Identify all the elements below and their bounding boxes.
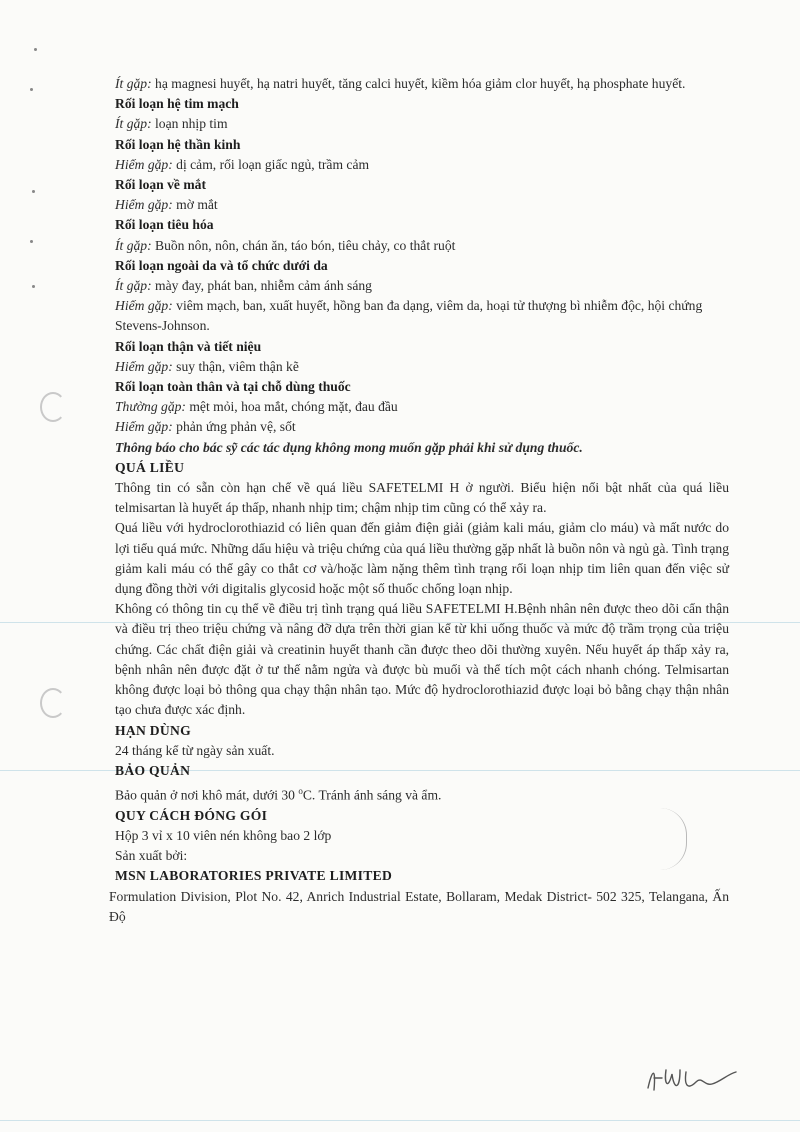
frequency-label: Hiếm gặp: [115,156,173,172]
overdose-paragraph: Không có thông tin cụ thể về điều trị tình trạng quá liều SAFETELMI H.Bệnh nhân nên được theo dõi cẩn thận và điều trị theo triệu chứng và nâng đỡ dựa trên thời gian kể từ khi uống thuốc và mức độ trầm trọng của triệu chứng. Các chất điện giải và creatinin huyết thanh cần được theo dõi thường xuyên. Nếu huyết áp thấp xảy ra, bệnh nhân nên được đặt ở tư thế nằm ngửa và được bù muối và thể tích một cách nhanh chóng. Telmisartan không được loại bỏ thông qua chạy thận nhân tạo. Mức độ hydroclorothiazid được loại bỏ bằng chạy thận nhân tạo chưa được xác định. [115,601,729,718]
frequency-line [109,276,729,296]
frequency-text: hạ magnesi huyết, hạ natri huyết, tăng calci huyết, kiềm hóa giảm clor huyết, hạ phosphate huyết. [151,76,686,91]
frequency-line [109,357,729,377]
manufacturer-name: MSN LABORATORIES PRIVATE LIMITED [115,868,393,884]
packaging-line: Hộp 3 vỉ x 10 viên nén không bao 2 lớp [115,828,332,844]
storage-heading: BẢO QUẢN [115,762,191,778]
scan-dot [32,190,35,193]
frequency-text: suy thận, viêm thận kẽ [172,358,299,374]
frequency-label: Hiếm gặp: [115,197,173,213]
frequency-label: Hiếm gặp: [115,358,173,374]
frequency-line [109,195,729,215]
frequency-line [109,417,729,437]
scan-dot [30,88,33,91]
section-heading: Rối loạn về mắt [115,177,206,193]
frequency-text: mờ mắt [172,197,218,213]
frequency-label: Thường gặp: [115,399,186,415]
report-notice: Thông báo cho bác sỹ các tác dụng không mong muốn gặp phải khi sử dụng thuốc. [115,439,583,455]
frequency-line [109,397,729,417]
shelf-life-heading: HẠN DÙNG [115,722,192,738]
frequency-text: viêm mạch, ban, xuất huyết, hồng ban đa dạng, viêm da, hoại tử thượng bì nhiễm độc, hội chứng Stevens-Johnson. [115,298,703,334]
scan-dot [32,285,35,288]
frequency-text: phản ứng phản vệ, sốt [172,419,296,435]
frequency-text: loạn nhịp tim [151,116,228,132]
frequency-line [109,155,729,175]
frequency-line [109,114,729,134]
frequency-text: dị cảm, rối loạn giấc ngủ, trầm cảm [172,156,370,172]
degree-sign: o [298,786,303,797]
manufactured-by-label: Sản xuất bởi: [115,848,188,864]
frequency-text: mày đay, phát ban, nhiễm cảm ánh sáng [151,278,372,294]
leaflet-content [109,74,729,927]
frequency-line [109,74,729,94]
side-effects-list [109,74,729,438]
frequency-text: Buồn nôn, nôn, chán ăn, táo bón, tiêu chảy, co thắt ruột [151,237,456,253]
overdose-paragraph: Quá liều với hydroclorothiazid có liên quan đến giảm điện giải (giảm kali máu, giảm clo máu) và mất nước do lợi tiểu quá mức. Những dấu hiệu và triệu chứng của quá liều thường gặp nhất là buồn nôn và ngủ gà. Tình trạng giảm kali máu có thể gây co thắt cơ và/hoặc làm nặng thêm tình trạng rối loạn nhịp tim liên quan đến việc sử dụng đồng thời với digitalis glycosid hoặc một số thuốc chống loạn nhịp. [115,520,729,597]
section-heading: Rối loạn ngoài da và tổ chức dưới da [115,257,328,273]
punch-hole [40,392,66,422]
frequency-label: Ít gặp: [115,278,152,294]
storage-text [109,781,729,806]
frequency-text: mệt mỏi, hoa mắt, chóng mặt, đau đầu [185,399,398,415]
overdose-heading: QUÁ LIỀU [115,459,185,475]
scan-dot [34,48,37,51]
storage-text-after: C. Tránh ánh sáng và ẩm. [302,787,442,803]
section-heading: Rối loạn tiêu hóa [115,217,214,233]
scan-line [0,1120,800,1121]
scan-dot [30,240,33,243]
shelf-life-text: 24 tháng kể từ ngày sản xuất. [115,742,275,758]
punch-hole [40,688,66,718]
section-heading: Rối loạn toàn thân và tại chỗ dùng thuốc [115,379,351,395]
section-heading: Rối loạn thận và tiết niệu [115,338,262,354]
frequency-line [109,296,729,336]
manufacturer-address: Formulation Division, Plot No. 42, Anrich Industrial Estate, Bollaram, Medak District- 502 325, Telangana, Ấn Độ [109,888,729,924]
handwritten-signature [640,1060,740,1100]
overdose-paragraph: Thông tin có sẵn còn hạn chế về quá liều SAFETELMI H ở người. Biểu hiện nổi bật nhất của quá liều telmisartan là huyết áp thấp, nhanh nhịp tim; chậm nhịp tim cũng có thể xảy ra. [115,480,729,516]
section-heading: Rối loạn hệ thần kinh [115,136,241,152]
frequency-line [109,236,729,256]
frequency-label: Hiếm gặp: [115,298,173,314]
frequency-label: Hiếm gặp: [115,419,173,435]
frequency-label: Ít gặp: [115,76,152,91]
section-heading: Rối loạn hệ tim mạch [115,96,239,112]
packaging-heading: QUY CÁCH ĐÓNG GÓI [115,807,268,823]
storage-text-before: Bảo quản ở nơi khô mát, dưới 30 [115,787,299,803]
frequency-label: Ít gặp: [115,116,152,132]
frequency-label: Ít gặp: [115,237,152,253]
